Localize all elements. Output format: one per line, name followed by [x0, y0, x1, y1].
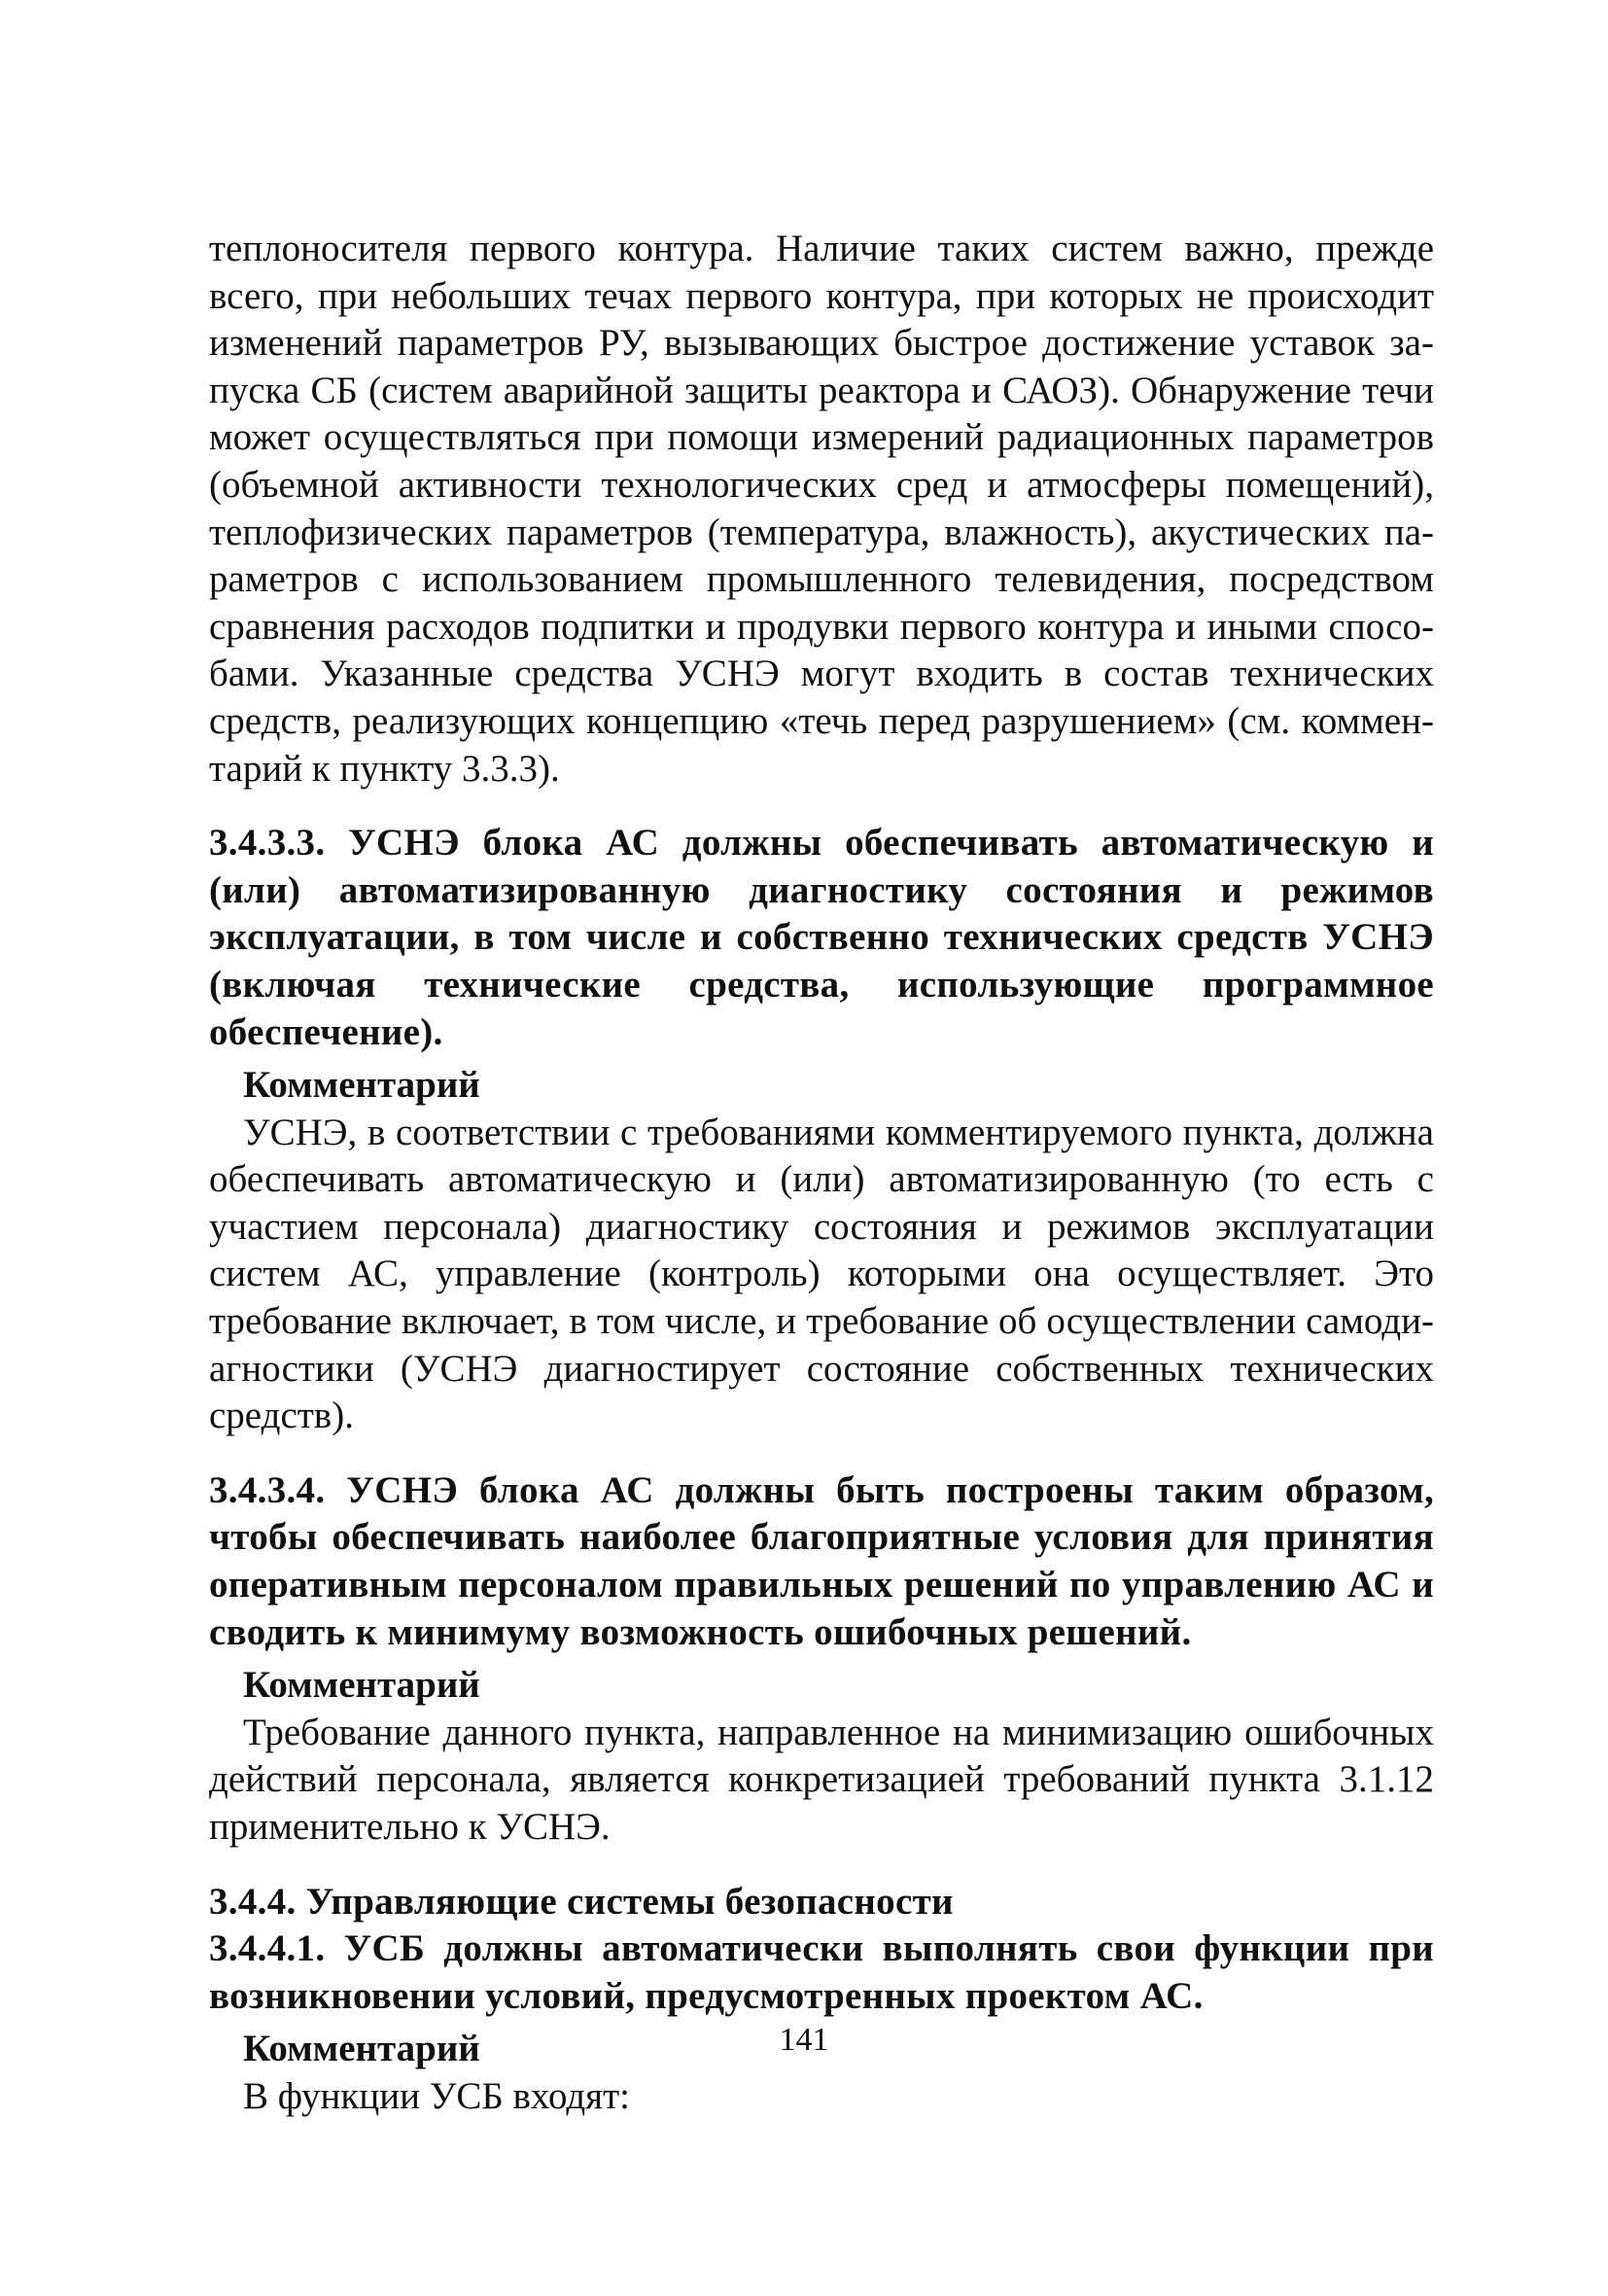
comment-heading-3-4-3-3: Комментарий	[243, 1064, 480, 1107]
requirement-3-4-3-4: 3.4.3.4. УСНЭ блока АС должны быть построены таким образом, чтобы обеспечивать наиболее благоприятные условия для принятия оперативным персоналом правильных решений по управлению АС и сводить к минимуму возможность ошибочных решений.	[209, 1468, 1434, 1653]
document-page	[209, 226, 1434, 2121]
comment-text-3-4-3-4: Требование данного пункта, направленное на минимизацию ошибочных действий персонала, является конкретизацией требований пункта 3.1.12 применительно к УСНЭ.	[209, 1711, 1434, 1848]
requirement-3-4-4-1: 3.4.4.1. УСБ должны автоматически выполнять свои функции при возникновении условий, предусмотренных проектом АС.	[209, 1927, 1434, 2017]
requirement-3-4-3-3: 3.4.3.3. УСНЭ блока АС должны обеспечивать автоматическую и (или) автоматизированную диагностику состояния и режимов эксплуатации, в том числе и собственно технических средств УСНЭ (включая технические средства, использующие программное обеспечение).	[209, 822, 1434, 1053]
comment-heading-3-4-4-1: Комментарий	[243, 2028, 480, 2070]
comment-text-3-4-3-3: УСНЭ, в соответствии с требованиями комментируемого пункта, должна обеспечивать автоматическую и (или) автоматизированную (то есть с участием персонала) диагностику состояния и режимов эксплуатации систем АС, управление (контроль) которыми она осуществляет. Это требование включает, в том числе, и требование об осуществлении самодиагностики (УСНЭ диагностирует состояние собственных технических средств).	[209, 1111, 1434, 1437]
page-number: 141	[779, 2022, 829, 2058]
comment-heading-3-4-3-4: Комментарий	[243, 1664, 480, 1707]
comment-text-3-4-4-1: В функции УСБ входят:	[243, 2074, 630, 2117]
section-heading-3-4-4: 3.4.4. Управляющие системы безопасности	[209, 1880, 954, 1923]
paragraph-leak-detection: теплоносителя первого контура. Наличие таких систем важно, прежде всего, при небольших течах первого контура, при которых не происходит изменений параметров РУ, вызывающих быстрое достижение уставок запуска СБ (систем аварийной защиты реактора и САОЗ). Обнаружение течи может осуществляться при помощи измерений радиационных параметров (объемной активности технологических сред и атмосферы помещений), теплофизических параметров (температура, влажность), акустических параметров с использованием промышленного телевидения, посредством сравнения расходов подпитки и продувки первого контура и иными способами. Указанные средства УСНЭ могут входить в состав технических средств, реализующих концепцию «течь перед разрушением» (см. комментарий к пункту 3.3.3).	[209, 228, 1434, 790]
